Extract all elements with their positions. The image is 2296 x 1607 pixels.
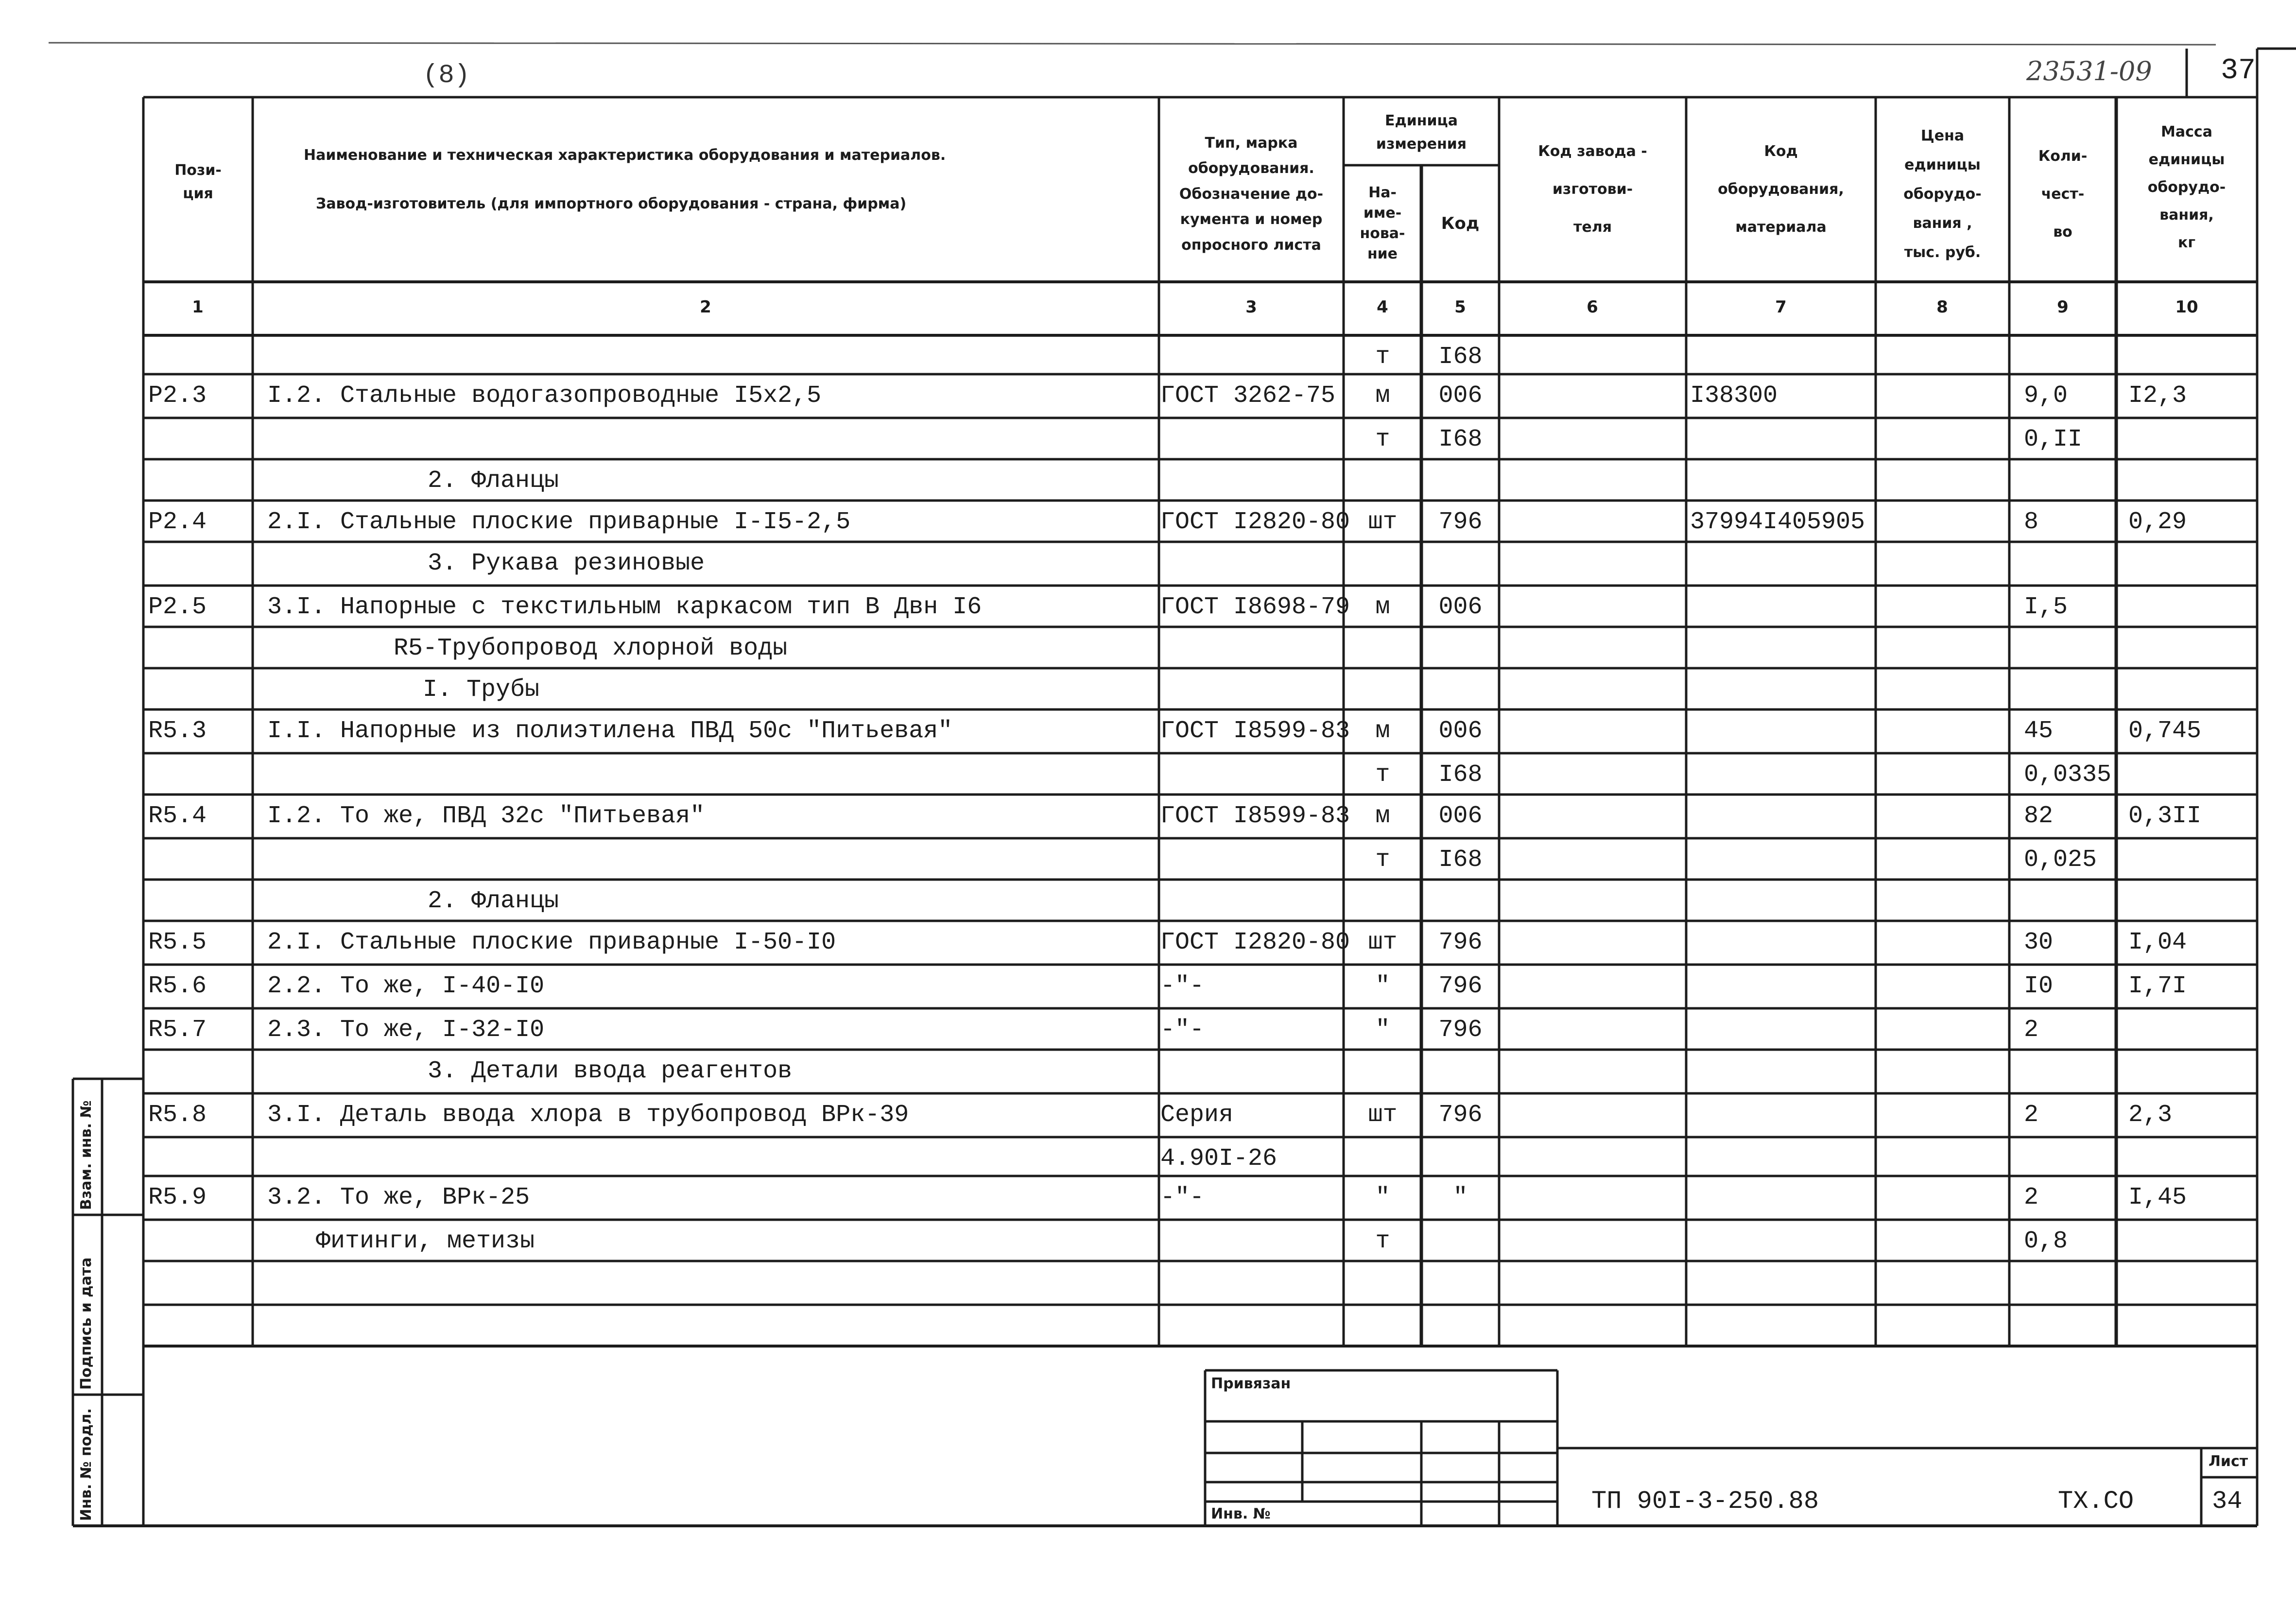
side-label-replaced-inv: Взам. инв. № [78,1100,95,1210]
unit-code-cell: 006 [1438,382,1483,410]
unit-name-cell: т [1375,343,1390,371]
quantity-cell: 0,II [2024,426,2083,453]
unit-code-cell: 796 [1438,508,1483,536]
document-cell: -"- [1160,1016,1205,1044]
unit-code-cell: I68 [1438,761,1483,789]
unit-name-cell: " [1375,972,1390,1000]
attached-label: Привязан [1211,1375,1291,1392]
name-cell: 2.3. То же, I-32-I0 [267,1016,545,1044]
column-number: 8 [1936,297,1948,317]
column-number: 9 [2057,297,2069,317]
mass-cell: 2,3 [2128,1101,2173,1129]
position-cell: R5.7 [148,1016,207,1044]
quantity-cell: 2 [2024,1016,2039,1044]
document-cell: ГОСТ I2820-80 [1160,508,1350,536]
section-code: TX.CO [2058,1487,2134,1516]
name-cell: 3.2. То же, ВРк-25 [267,1184,530,1211]
column-number: 2 [700,297,711,317]
name-cell: 3. Рукава резиновые [428,550,705,577]
unit-name-cell: т [1375,846,1390,874]
document-cell: Серия [1160,1101,1234,1129]
top-number: (8) [423,61,470,90]
unit-code-cell: 006 [1438,593,1483,621]
document-cell: -"- [1160,1184,1205,1211]
mass-cell: 0,745 [2128,717,2202,745]
unit-code-cell: 796 [1438,929,1483,956]
column-number: 7 [1775,297,1787,317]
name-cell: I.I. Напорные из полиэтилена ПВД 50с "Питьевая" [267,717,953,745]
name-cell: 2. Фланцы [428,467,559,495]
column-number: 1 [192,297,204,317]
position-cell: R5.8 [148,1101,207,1129]
inventory-label: Инв. № [1211,1505,1271,1522]
material-code-cell: I38300 [1690,382,1778,410]
quantity-cell: 45 [2024,717,2054,745]
header-unit-code: Код [1441,213,1480,233]
position-cell: R5.5 [148,929,207,956]
unit-name-cell: шт [1368,929,1398,956]
document-code: ТП 90I-3-250.88 [1591,1487,1819,1516]
name-cell: 2. Фланцы [428,887,559,915]
unit-name-cell: шт [1368,508,1398,536]
header-unit-name: На- име- нова- ние [1360,184,1405,262]
column-number: 4 [1377,297,1388,317]
document-cell: ГОСТ 3262-75 [1160,382,1336,410]
header-price: Цена единицы оборудо- вания , тыс. руб. [1903,127,1982,261]
quantity-cell: 0,8 [2024,1227,2068,1255]
header-quantity: Коли- чест- во [2038,148,2088,241]
name-cell: R5-Трубопровод хлорной воды [394,635,788,662]
unit-code-cell: 006 [1438,717,1483,745]
unit-code-cell: 796 [1438,1101,1483,1129]
quantity-cell: 0,0335 [2024,761,2112,789]
material-code-cell: 37994I405905 [1690,508,1865,536]
unit-name-cell: м [1375,717,1390,745]
quantity-cell: 2 [2024,1101,2039,1129]
quantity-cell: I,5 [2024,593,2068,621]
column-number: 5 [1454,297,1466,317]
unit-code-cell: I68 [1438,426,1483,453]
header-type-document: Тип, марка оборудования. Обозначение до- кумента и номер опросного листа [1179,134,1324,254]
position-cell: R5.4 [148,802,207,830]
position-cell: R5.6 [148,972,207,1000]
mass-cell: I2,3 [2128,382,2187,410]
document-cell: ГОСТ I8599-83 [1160,802,1350,830]
sheet-label: Лист [2209,1453,2248,1470]
quantity-cell: I0 [2024,972,2054,1000]
name-cell: Фитинги, метизы [316,1227,535,1255]
side-label-original-inv: Инв. № подл. [78,1408,95,1521]
name-cell: I.2. Стальные водогазопроводные I5x2,5 [267,382,822,410]
unit-name-cell: " [1375,1016,1390,1044]
header-position: Пози- ция [174,162,222,202]
corner-page-number: 37 [2221,54,2256,87]
quantity-cell: 9,0 [2024,382,2068,410]
document-cell: 4.90I-26 [1160,1145,1277,1173]
unit-name-cell: т [1375,1227,1390,1255]
unit-code-cell: I68 [1438,846,1483,874]
mass-cell: I,45 [2128,1184,2187,1211]
header-material-code: Код оборудования, материала [1718,143,1844,236]
mass-cell: I,04 [2128,929,2187,956]
name-cell: 2.2. То же, I-40-I0 [267,972,545,1000]
unit-name-cell: м [1375,802,1390,830]
sheet-number: 34 [2212,1487,2243,1516]
name-cell: 3.I. Деталь ввода хлора в трубопровод ВРк-39 [267,1101,909,1129]
document-cell: ГОСТ I8698-79 [1160,593,1350,621]
column-number: 10 [2175,297,2198,317]
handwritten-code: 23531-09 [2026,56,2152,86]
unit-code-cell: 006 [1438,802,1483,830]
unit-name-cell: м [1375,593,1390,621]
header-manufacturer: Завод-изготовитель (для импортного оборудования - страна, фирма) [316,195,907,212]
mass-cell: 0,29 [2128,508,2187,536]
quantity-cell: 8 [2024,508,2039,536]
unit-name-cell: т [1375,761,1390,789]
position-cell: P2.3 [148,382,207,410]
document-cell: ГОСТ I8599-83 [1160,717,1350,745]
position-cell: R5.3 [148,717,207,745]
side-label-signature-date: Подпись и дата [78,1257,95,1390]
document-cell: -"- [1160,972,1205,1000]
position-cell: P2.4 [148,508,207,536]
header-unit: Единица измерения [1376,112,1467,153]
unit-name-cell: шт [1368,1101,1398,1129]
unit-code-cell: I68 [1438,343,1483,371]
position-cell: R5.9 [148,1184,207,1211]
unit-name-cell: м [1375,382,1390,410]
mass-cell: 0,3II [2128,802,2202,830]
unit-code-cell: 796 [1438,1016,1483,1044]
unit-code-cell: " [1453,1184,1468,1211]
quantity-cell: 2 [2024,1184,2039,1211]
quantity-cell: 30 [2024,929,2054,956]
column-number: 6 [1587,297,1598,317]
name-cell: I.2. То же, ПВД 32с "Питьевая" [267,802,705,830]
position-cell: P2.5 [148,593,207,621]
unit-name-cell: " [1375,1184,1390,1211]
name-cell: 3. Детали ввода реагентов [428,1057,793,1085]
mass-cell: I,7I [2128,972,2187,1000]
header-name: Наименование и техническая характеристика оборудования и материалов. [304,147,946,164]
name-cell: 3.I. Напорные с текстильным каркасом тип В Двн I6 [267,593,982,621]
name-cell: 2.I. Стальные плоские приварные I-I5-2,5 [267,508,851,536]
unit-name-cell: т [1375,426,1390,453]
name-cell: I. Трубы [423,676,540,704]
name-cell: 2.I. Стальные плоские приварные I-50-I0 [267,929,836,956]
unit-code-cell: 796 [1438,972,1483,1000]
document-cell: ГОСТ I2820-80 [1160,929,1350,956]
column-number: 3 [1245,297,1257,317]
header-mass: Масса единицы оборудо- вания, кг [2147,123,2226,251]
header-factory-code: Код завода - изготови- теля [1538,143,1647,236]
quantity-cell: 82 [2024,802,2054,830]
quantity-cell: 0,025 [2024,846,2097,874]
